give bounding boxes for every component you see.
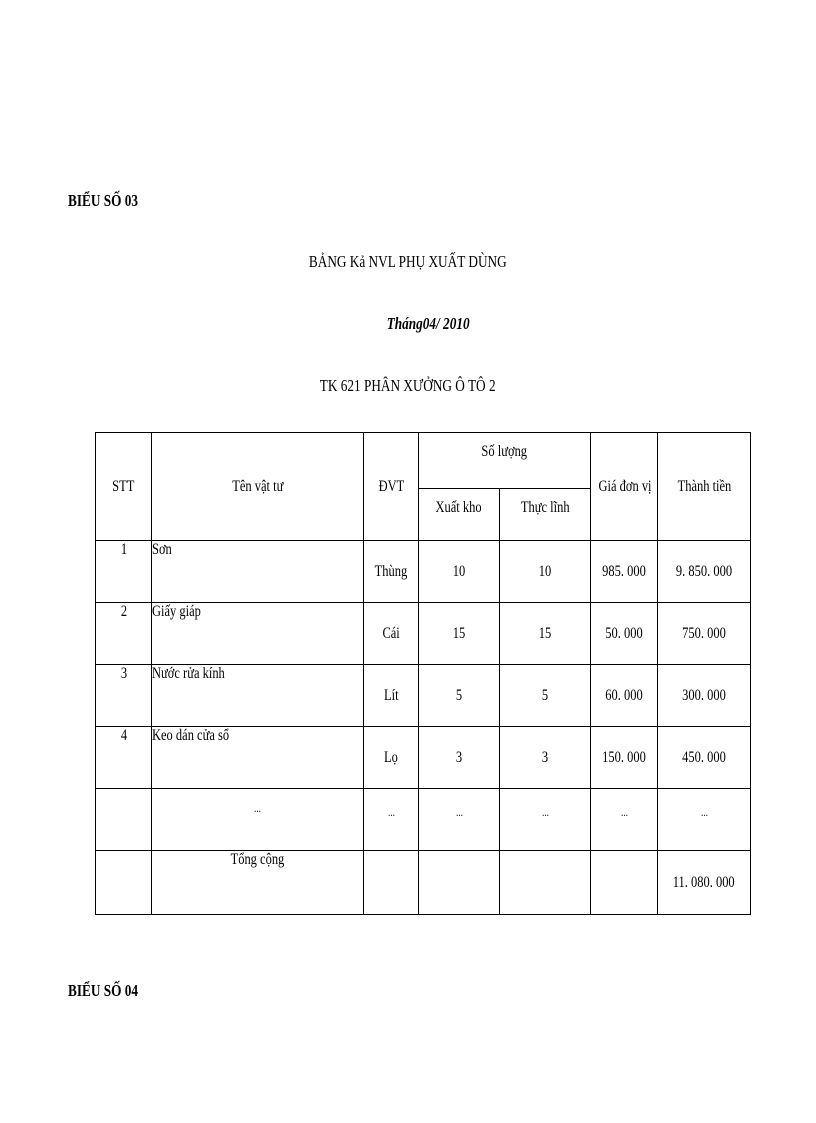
cell-amount: 300. 000 <box>658 665 751 727</box>
cell-name: Nước rửa kính <box>152 665 364 727</box>
table-row <box>96 541 751 603</box>
cell-unit-price: 50. 000 <box>591 603 658 665</box>
total-label: Tổng cộng <box>152 851 364 915</box>
table-row <box>96 603 751 665</box>
cell-amount: 9. 850. 000 <box>658 541 751 603</box>
table-row <box>96 727 751 789</box>
cell-stt: 2 <box>96 603 152 665</box>
col-header-quantity: Số lượng <box>419 433 591 489</box>
col-header-received: Thực lĩnh <box>500 489 591 541</box>
cell-received: 5 <box>500 665 591 727</box>
cell-issued: 5 <box>419 665 500 727</box>
cell-unit: Thùng <box>364 541 419 603</box>
col-header-amount: Thành tiền <box>658 433 751 541</box>
table-header-row <box>96 433 751 489</box>
cell-unit <box>364 851 419 915</box>
cell-stt: 3 <box>96 665 152 727</box>
cell-unit-price: 60. 000 <box>591 665 658 727</box>
document-account: TK 621 PHÂN XƯỞNG Ô TÔ 2 <box>320 376 496 395</box>
cell-issued: 10 <box>419 541 500 603</box>
cell-stt <box>96 851 152 915</box>
cell-issued: 15 <box>419 603 500 665</box>
col-header-issued: Xuất kho <box>419 489 500 541</box>
form-number-label: BIỂU SỐ 03 <box>68 191 139 210</box>
cell-amount: 750. 000 <box>658 603 751 665</box>
col-header-unit: ĐVT <box>364 433 419 541</box>
table-row <box>96 665 751 727</box>
cell-amount: ... <box>658 789 751 851</box>
document-period: Tháng04/ 2010 <box>386 314 470 333</box>
cell-received: 10 <box>500 541 591 603</box>
total-amount: 11. 080. 000 <box>658 851 751 915</box>
cell-stt <box>96 789 152 851</box>
cell-name: ... <box>152 789 364 851</box>
materials-table <box>95 432 751 915</box>
cell-stt: 1 <box>96 541 152 603</box>
cell-received: ... <box>500 789 591 851</box>
col-header-unit-price: Giá đơn vị <box>591 433 658 541</box>
cell-name: Keo dán cửa sổ <box>152 727 364 789</box>
cell-unit-price: 985. 000 <box>591 541 658 603</box>
cell-received <box>500 851 591 915</box>
table-row <box>96 789 751 851</box>
table-total-row <box>96 851 751 915</box>
cell-name: Sơn <box>152 541 364 603</box>
col-header-stt: STT <box>96 433 152 541</box>
form-number-label: BIỂU SỐ 04 <box>68 981 139 1000</box>
document-title: BẢNG Kả NVL PHỤ XUẤT DÙNG <box>309 252 507 271</box>
cell-unit: Cái <box>364 603 419 665</box>
cell-unit: Lọ <box>364 727 419 789</box>
cell-received: 3 <box>500 727 591 789</box>
cell-received: 15 <box>500 603 591 665</box>
cell-issued: 3 <box>419 727 500 789</box>
cell-stt: 4 <box>96 727 152 789</box>
cell-unit-price: ... <box>591 789 658 851</box>
cell-issued: ... <box>419 789 500 851</box>
cell-name: Giấy giáp <box>152 603 364 665</box>
cell-unit: Lít <box>364 665 419 727</box>
cell-unit-price: 150. 000 <box>591 727 658 789</box>
cell-issued <box>419 851 500 915</box>
cell-amount: 450. 000 <box>658 727 751 789</box>
cell-unit: ... <box>364 789 419 851</box>
cell-unit-price <box>591 851 658 915</box>
col-header-name: Tên vật tư <box>152 433 364 541</box>
